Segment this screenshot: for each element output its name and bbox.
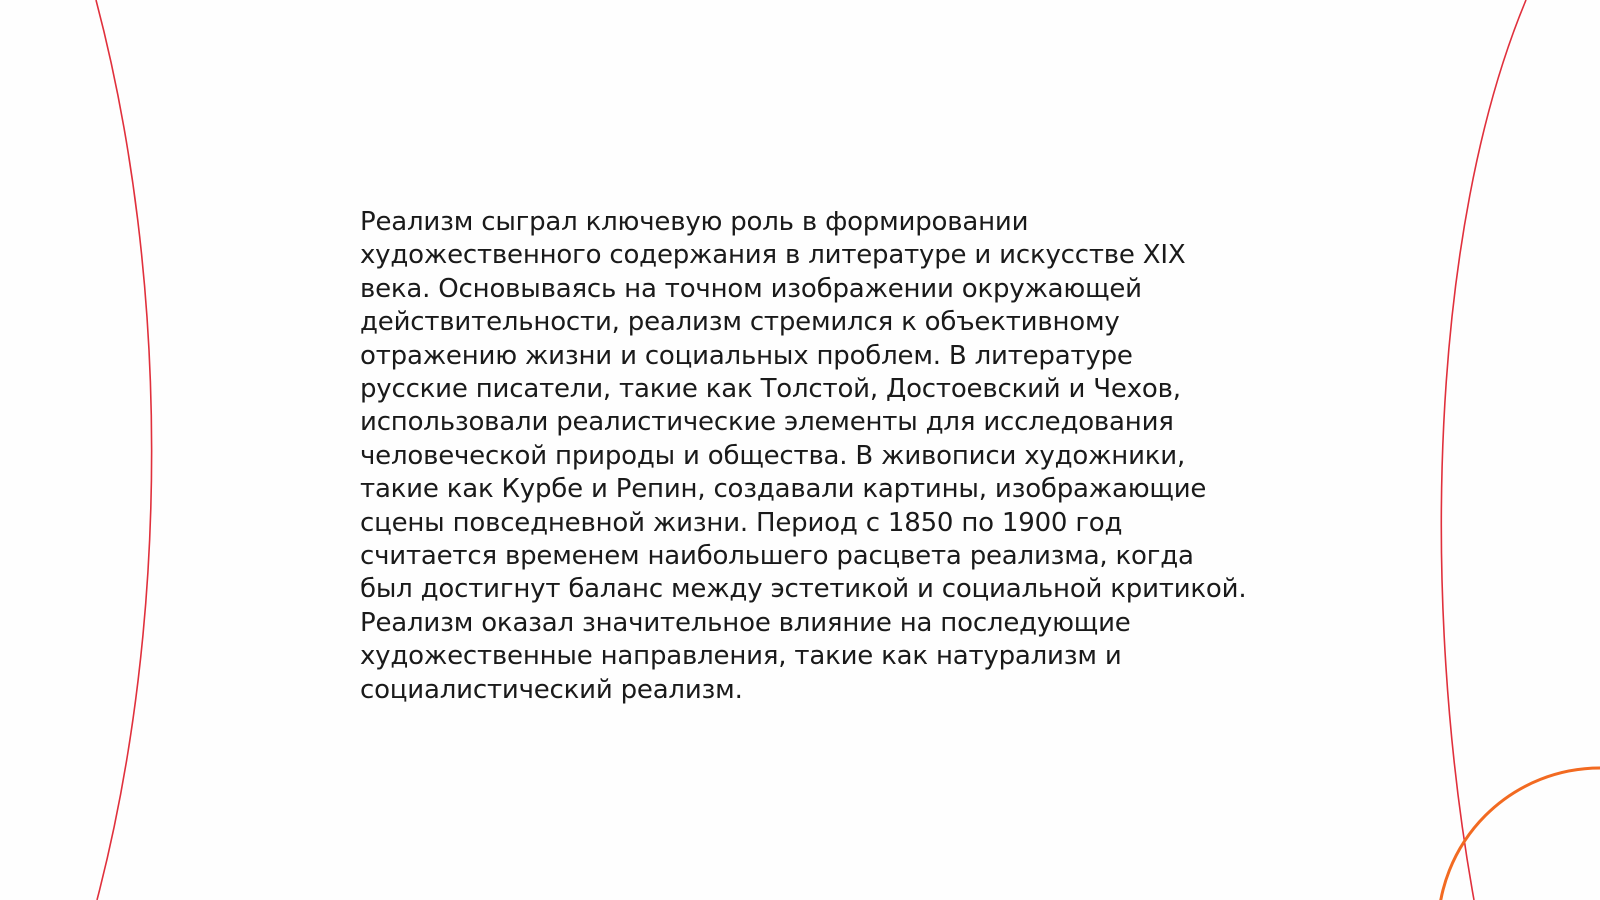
left-curve	[96, 0, 152, 900]
paragraph-line: социалистический реализм.	[360, 674, 743, 705]
paragraph-line: действительности, реализм стремился к объективному	[360, 307, 1120, 338]
paragraph-line: русские писатели, такие как Толстой, Достоевский и Чехов,	[360, 374, 1181, 405]
paragraph-line: такие как Курбе и Репин, создавали картины, изображающие	[360, 474, 1207, 505]
paragraph-line: был достигнут баланс между эстетикой и социальной критикой.	[360, 574, 1247, 605]
paragraph-line: века. Основываясь на точном изображении окружающей	[360, 273, 1142, 304]
paragraph-line: художественные направления, такие как натурализм и	[360, 641, 1122, 672]
paragraph-line: отражению жизни и социальных проблем. В литературе	[360, 340, 1133, 371]
slide-paragraph	[360, 206, 1260, 707]
right-curve	[1441, 0, 1526, 900]
paragraph-line: использовали реалистические элементы для исследования	[360, 407, 1174, 438]
paragraph-line: считается временем наибольшего расцвета реализма, когда	[360, 541, 1194, 572]
paragraph-line: сцены повседневной жизни. Период с 1850 по 1900 год	[360, 507, 1123, 538]
paragraph-line: Реализм сыграл ключевую роль в формировании	[360, 207, 1029, 237]
paragraph-line: художественного содержания в литературе и искусстве XIX	[360, 240, 1186, 271]
paragraph-line: человеческой природы и общества. В живописи художники,	[360, 440, 1186, 471]
orange-arc	[1438, 768, 1600, 900]
paragraph-line: Реализм оказал значительное влияние на последующие	[360, 607, 1131, 638]
